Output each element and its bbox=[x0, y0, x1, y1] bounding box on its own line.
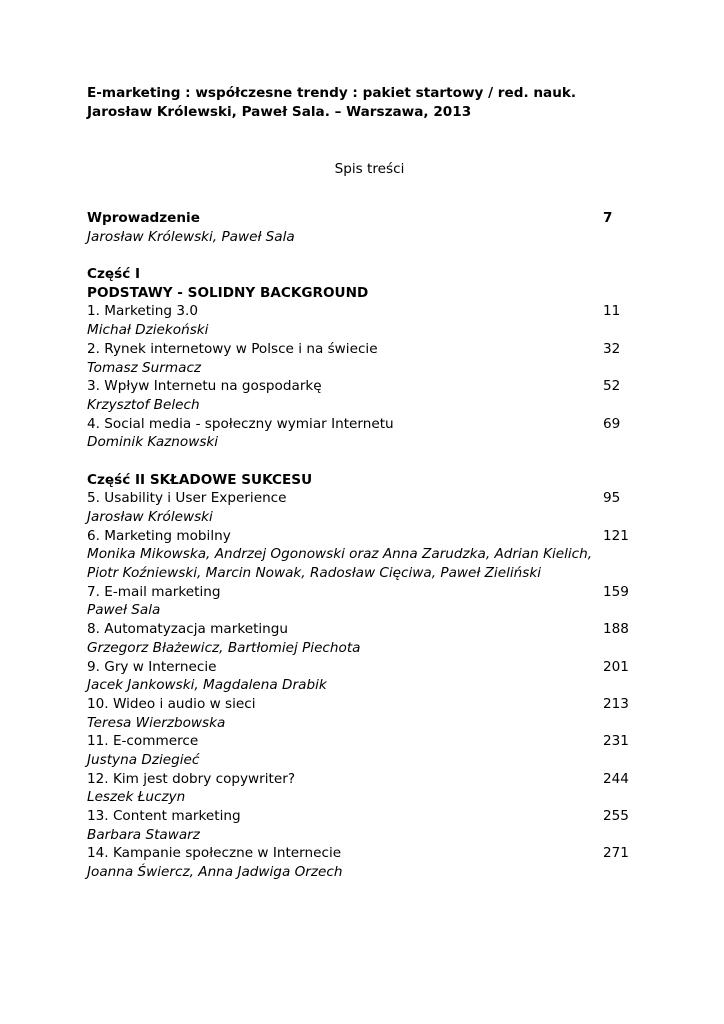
toc-entry bbox=[87, 527, 632, 546]
toc-entry-page: 271 bbox=[603, 845, 629, 862]
toc-entry-page: 32 bbox=[603, 340, 621, 357]
toc-entry-authors: Dominik Kaznowski bbox=[87, 434, 219, 451]
toc-entry-title: 4. Social media - społeczny wymiar Internetu bbox=[87, 415, 394, 432]
toc-entry-title: 8. Automatyzacja marketingu bbox=[87, 621, 289, 638]
toc-entry-title: 14. Kampanie społeczne w Internecie bbox=[87, 845, 342, 862]
toc-entry-title: 12. Kim jest dobry copywriter? bbox=[87, 770, 296, 787]
toc-entry-authors: Justyna Dziegieć bbox=[87, 751, 200, 768]
toc-entry-authors: Leszek Łuczyn bbox=[87, 789, 186, 806]
toc-entry-page: 52 bbox=[603, 378, 621, 395]
part-1-chapter-list bbox=[87, 302, 632, 452]
toc-entry-authors: Monika Mikowska, Andrzej Ogonowski oraz Anna Zarudzka, Adrian Kielich, bbox=[87, 546, 593, 563]
part-name: PODSTAWY - SOLIDNY BACKGROUND bbox=[87, 284, 369, 301]
toc-entry bbox=[87, 620, 632, 639]
toc-entry bbox=[87, 340, 632, 359]
toc-entry bbox=[87, 695, 632, 714]
toc-entry-page: 201 bbox=[603, 658, 629, 675]
part-label: Część II SKŁADOWE SUKCESU bbox=[87, 471, 313, 488]
toc-entry bbox=[87, 807, 632, 826]
toc-entry-authors: Michał Dziekoński bbox=[87, 322, 209, 339]
header-line-2: Jarosław Królewski, Paweł Sala. – Warszawa, 2013 bbox=[87, 104, 472, 120]
spacer bbox=[87, 452, 632, 471]
toc-entry bbox=[87, 732, 632, 751]
toc-entry-authors: Piotr Koźniewski, Marcin Nowak, Radosław Cięciwa, Paweł Zieliński bbox=[87, 565, 541, 582]
toc-entry-title: Wprowadzenie bbox=[87, 210, 200, 226]
spacer bbox=[87, 246, 632, 265]
toc-entry-page: 244 bbox=[603, 770, 629, 787]
toc-entry-authors: Jarosław Królewski, Paweł Sala bbox=[87, 228, 295, 245]
toc-entry bbox=[87, 844, 632, 863]
toc-entry-title: 1. Marketing 3.0 bbox=[87, 303, 198, 320]
toc-entry-authors: Krzysztof Belech bbox=[87, 396, 200, 413]
toc-entry-authors: Jacek Jankowski, Magdalena Drabik bbox=[87, 677, 327, 694]
toc-entry-authors: Grzegorz Błażewicz, Bartłomiej Piechota bbox=[87, 639, 361, 656]
toc-entry-page: 188 bbox=[603, 621, 629, 638]
toc-entry-authors: Joanna Świercz, Anna Jadwiga Orzech bbox=[87, 864, 343, 881]
toc-entry bbox=[87, 302, 632, 321]
toc-entry-title: 5. Usability i User Experience bbox=[87, 490, 287, 507]
table-of-contents bbox=[87, 209, 632, 882]
toc-heading: Spis treści bbox=[334, 161, 405, 177]
toc-entry-page: 213 bbox=[603, 695, 629, 712]
toc-entry-title: 2. Rynek internetowy w Polsce i na świecie bbox=[87, 340, 378, 357]
toc-entry-title: 7. E-mail marketing bbox=[87, 583, 221, 600]
toc-entry-page: 159 bbox=[603, 583, 629, 600]
document-page bbox=[87, 84, 632, 882]
toc-entry bbox=[87, 489, 632, 508]
toc-entry-title: 13. Content marketing bbox=[87, 808, 241, 824]
toc-entry-page: 231 bbox=[603, 733, 629, 750]
toc-entry-title: 11. E-commerce bbox=[87, 733, 199, 750]
bibliographic-header bbox=[87, 84, 632, 122]
toc-entry-authors: Tomasz Surmacz bbox=[87, 359, 202, 376]
toc-entry-title: 9. Gry w Internecie bbox=[87, 658, 217, 675]
toc-entry bbox=[87, 770, 632, 789]
toc-entry-page: 95 bbox=[603, 490, 621, 507]
part-2-chapter-list bbox=[87, 489, 632, 881]
part-label: Część I bbox=[87, 266, 141, 283]
toc-entry-page: 7 bbox=[603, 210, 613, 226]
toc-entry bbox=[87, 658, 632, 677]
toc-entry bbox=[87, 415, 632, 434]
toc-entry-title: 3. Wpływ Internetu na gospodarkę bbox=[87, 378, 322, 395]
toc-entry-authors: Jarosław Królewski bbox=[87, 509, 213, 525]
toc-entry-authors: Barbara Stawarz bbox=[87, 826, 200, 843]
toc-entry-page: 121 bbox=[603, 527, 629, 544]
toc-entry bbox=[87, 583, 632, 602]
toc-entry-title: 10. Wideo i audio w sieci bbox=[87, 695, 256, 712]
toc-entry-page: 11 bbox=[603, 303, 621, 320]
toc-entry-title: 6. Marketing mobilny bbox=[87, 527, 231, 544]
toc-entry-page: 255 bbox=[603, 808, 629, 824]
header-line-1: E-marketing : współczesne trendy : pakiet startowy / red. nauk. bbox=[87, 85, 577, 101]
toc-entry-authors: Paweł Sala bbox=[87, 602, 161, 619]
toc-entry-intro bbox=[87, 209, 632, 228]
toc-entry-page: 69 bbox=[603, 415, 621, 432]
toc-entry-authors: Teresa Wierzbowska bbox=[87, 714, 226, 731]
toc-entry bbox=[87, 377, 632, 396]
